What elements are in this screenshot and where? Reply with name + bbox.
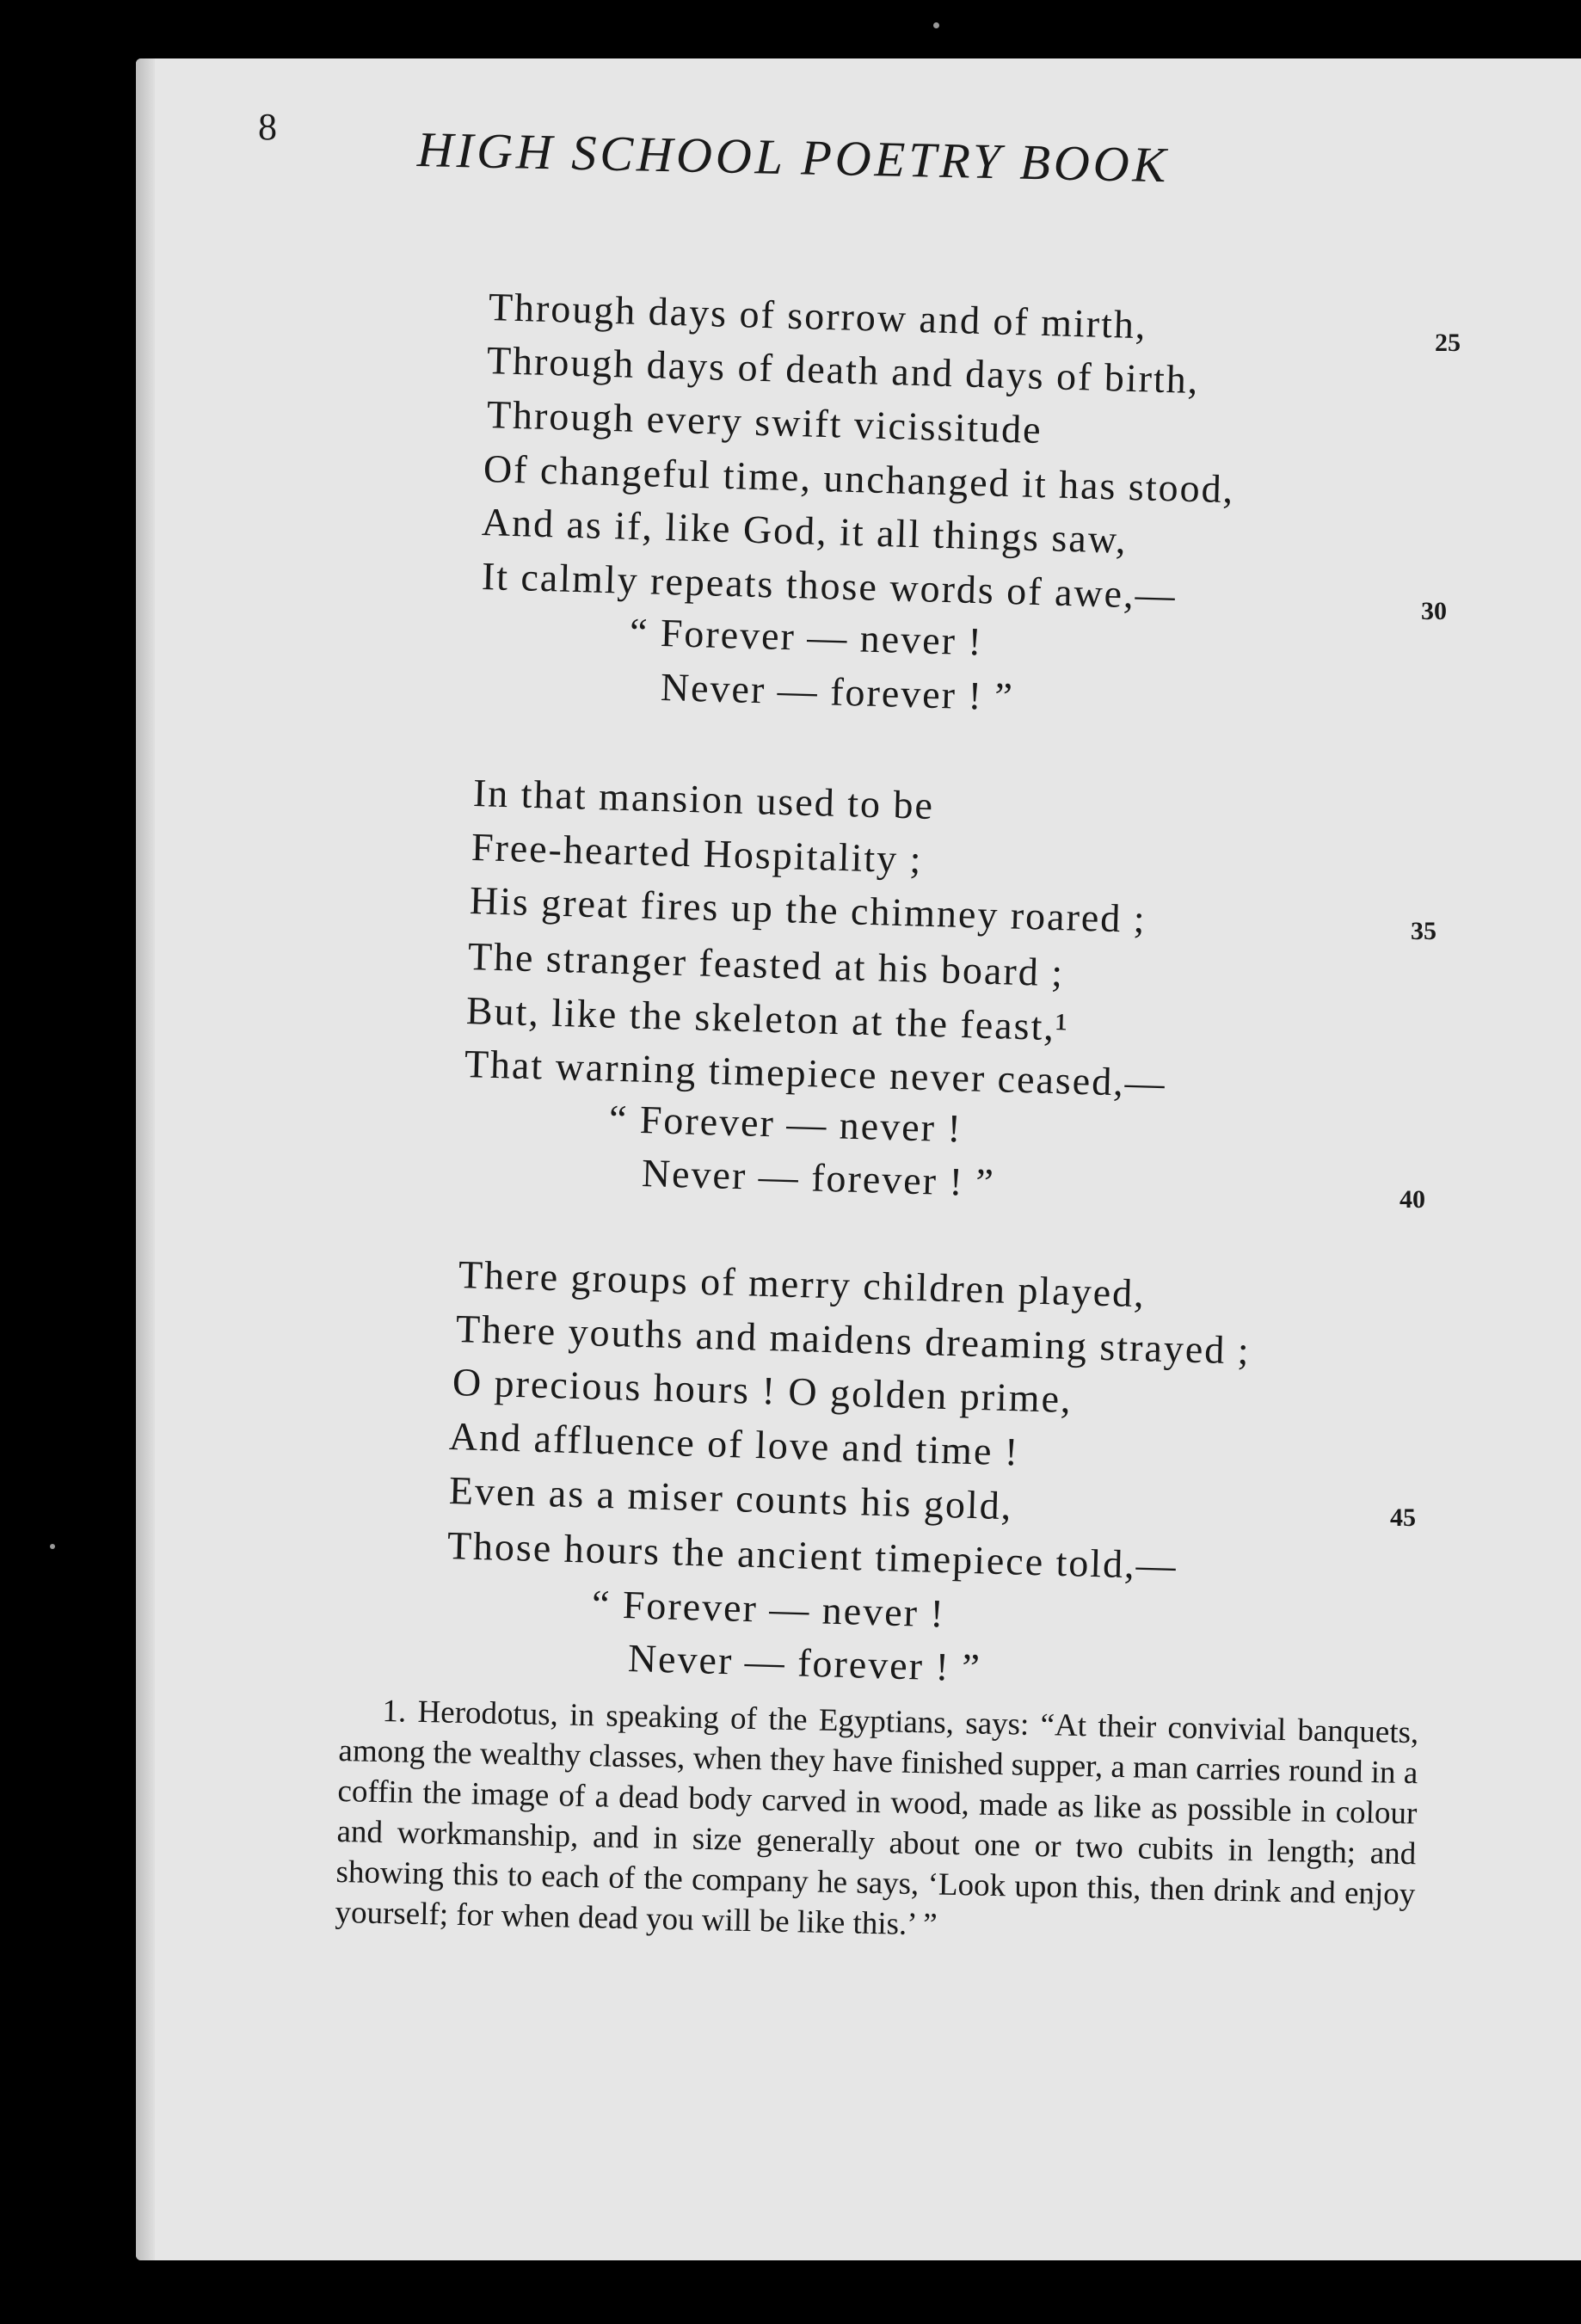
poem-line: And affluence of love and time ! xyxy=(448,1414,1020,1474)
dust-speck xyxy=(50,1544,55,1549)
poem-line: Even as a miser counts his gold, xyxy=(448,1468,1013,1528)
poem-line: It calmly repeats those words of awe,— xyxy=(481,554,1178,618)
footnote-text: 1. Herodotus, in speaking of the Egyptians, says: “At their convivial banquets, among the wealthy classes, when they have finished supper, a man carries round in a coffin the image of a dead body carved in wood, made as like as possible in colour and workmanship, and in size generally about one or two cubits in length; and showing this to each of the company he says, ‘Look upon this, then drink and enjoy yourself; for when dead you will be like this.’ ” xyxy=(335,1694,1419,1943)
poem-line: “ Forever — never ! xyxy=(608,1097,963,1151)
line-number: 25 xyxy=(1435,329,1461,357)
poem-line: O precious hours ! O golden prime, xyxy=(452,1360,1073,1422)
poem-line: There youths and maidens dreaming strayed ; xyxy=(455,1306,1252,1373)
page-edge xyxy=(136,58,155,2260)
poem-line: His great fires up the chimney roared ; xyxy=(469,878,1147,941)
line-number: 35 xyxy=(1411,917,1436,945)
poem-line: In that mansion used to be xyxy=(472,771,935,827)
poem-line: “ Forever — never ! xyxy=(629,610,984,664)
poem-line: And as if, like God, it all things saw, xyxy=(481,500,1129,562)
poem-line: Never — forever ! ” xyxy=(660,665,1015,719)
line-number: 40 xyxy=(1400,1185,1425,1214)
poem-line: The stranger feasted at his board ; xyxy=(467,934,1065,995)
poem-line: Through days of sorrow and of mirth, xyxy=(488,285,1148,347)
running-title: HIGH SCHOOL POETRY BOOK xyxy=(416,121,1171,194)
poem-line: Through every swift vicissitude xyxy=(486,392,1043,452)
poem-line: Never — forever ! ” xyxy=(641,1151,996,1205)
poem-line: “ Forever — never ! xyxy=(591,1582,946,1636)
page-number: 8 xyxy=(258,106,277,148)
poem-line: But, like the skeleton at the feast,¹ xyxy=(465,988,1070,1049)
line-number: 30 xyxy=(1421,597,1447,625)
poem-line: Free-hearted Hospitality ; xyxy=(471,825,924,882)
poem-line: That warning timepiece never ceased,— xyxy=(464,1042,1167,1105)
poem-line: Through days of death and days of birth, xyxy=(486,338,1200,403)
poem-line: Those hours the ancient timepiece told,— xyxy=(446,1523,1178,1588)
poem-line: Never — forever ! ” xyxy=(627,1636,982,1690)
dust-speck xyxy=(933,22,939,28)
poem-line: Of changeful time, unchanged it has stood, xyxy=(483,446,1235,512)
poem-line: There groups of merry children played, xyxy=(458,1252,1147,1316)
footnote xyxy=(335,1690,1419,1955)
line-number: 45 xyxy=(1390,1503,1416,1532)
